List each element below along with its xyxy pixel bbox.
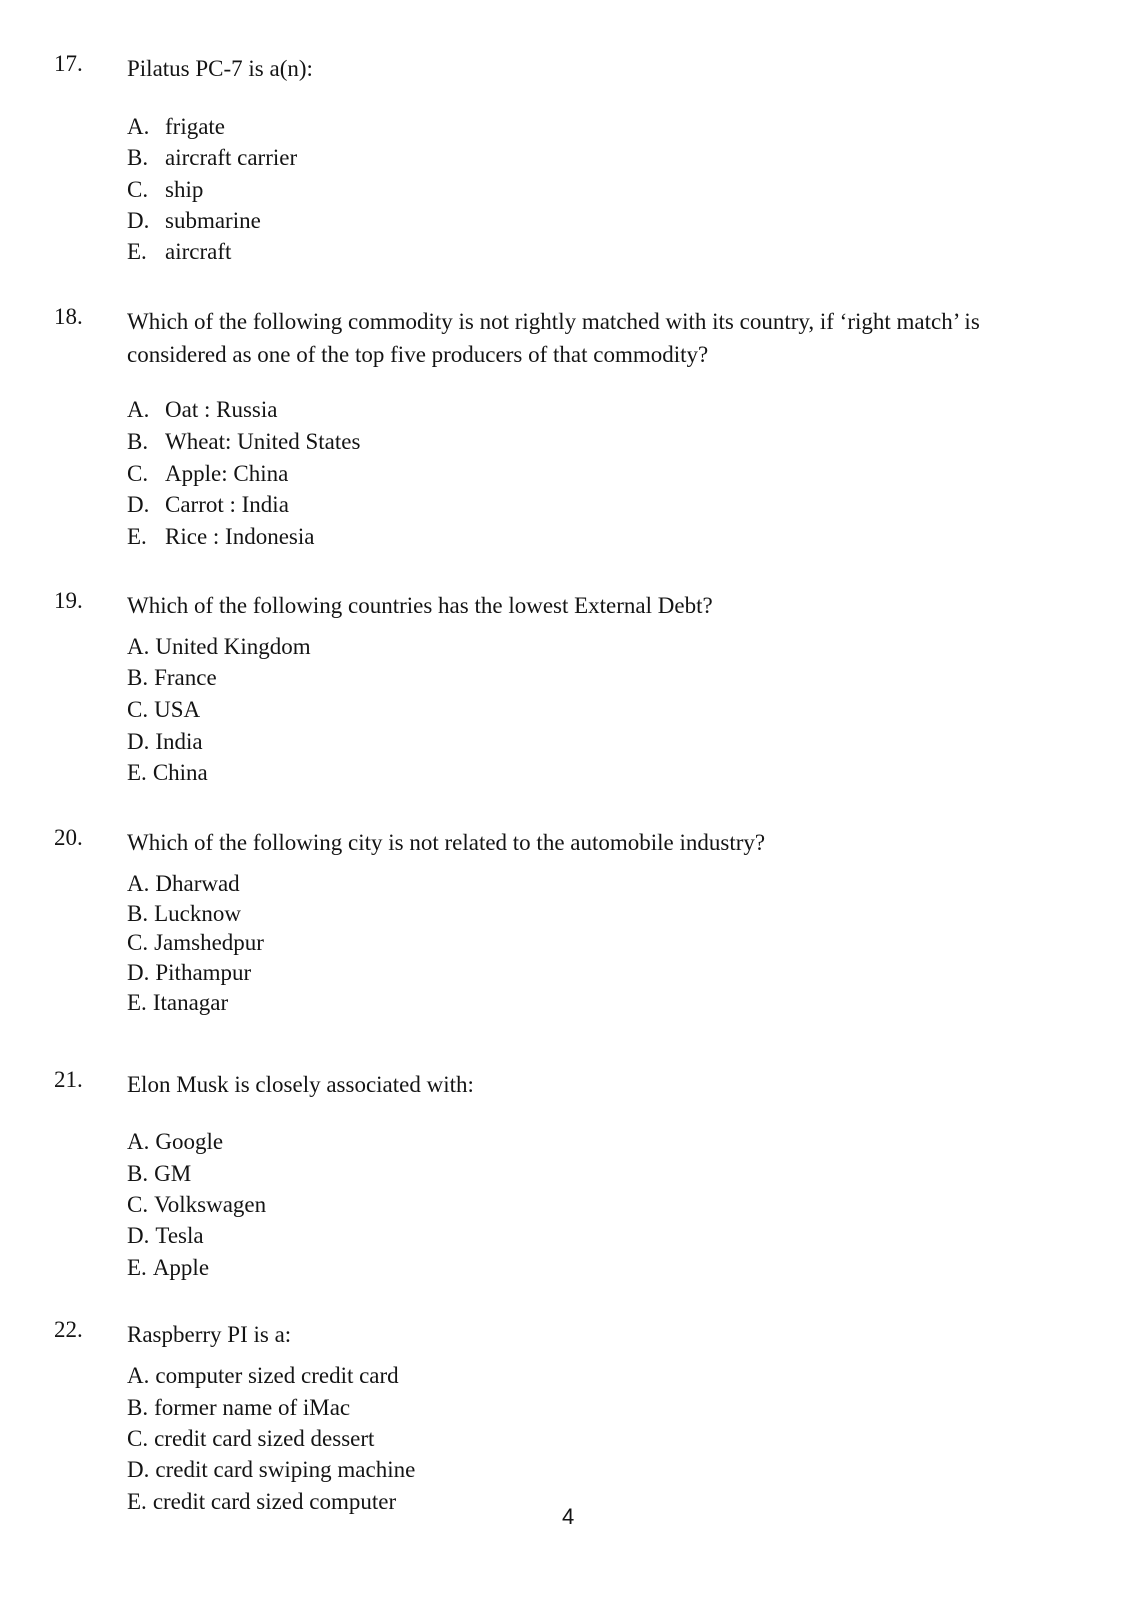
option-letter: D. bbox=[127, 1457, 150, 1482]
option-text: computer sized credit card bbox=[155, 1363, 399, 1388]
option-18-e bbox=[127, 525, 314, 548]
option-letter: E. bbox=[127, 524, 147, 549]
option-17-e bbox=[127, 240, 231, 263]
option-22-b bbox=[127, 1396, 350, 1419]
option-20-c bbox=[127, 931, 264, 954]
option-text: Itanagar bbox=[152, 990, 229, 1015]
option-17-c bbox=[127, 178, 203, 201]
option-text: France bbox=[154, 665, 217, 690]
option-19-c bbox=[127, 698, 200, 721]
option-19-e bbox=[127, 761, 208, 784]
option-text: USA bbox=[154, 697, 201, 722]
option-text: ship bbox=[165, 177, 204, 202]
option-text: Rice : Indonesia bbox=[165, 524, 315, 549]
question-number: 19. bbox=[54, 588, 83, 613]
question-number: 17. bbox=[54, 51, 83, 76]
option-21-b bbox=[127, 1162, 191, 1185]
question-text: Raspberry PI is a: bbox=[127, 1322, 292, 1347]
option-text: aircraft bbox=[165, 239, 232, 264]
option-letter: C. bbox=[127, 930, 149, 955]
question-number: 18. bbox=[54, 304, 83, 329]
option-letter: A. bbox=[127, 634, 150, 659]
option-letter: E. bbox=[127, 760, 147, 785]
option-letter: B. bbox=[127, 665, 149, 690]
option-text: submarine bbox=[165, 208, 261, 233]
option-20-e bbox=[127, 991, 228, 1014]
option-text: Lucknow bbox=[154, 901, 241, 926]
question-text: Pilatus PC-7 is a(n): bbox=[127, 56, 313, 81]
option-text: Carrot : India bbox=[165, 492, 289, 517]
option-letter: B. bbox=[127, 1395, 149, 1420]
option-text: frigate bbox=[165, 114, 226, 139]
option-20-a bbox=[127, 872, 240, 895]
option-text: Dharwad bbox=[155, 871, 240, 896]
option-letter: A. bbox=[127, 114, 150, 139]
option-text: Wheat: United States bbox=[165, 429, 361, 454]
question-text: Which of the following commodity is not rightly matched with its country, if ‘right match’ is considered as one of the top five producers of that commodity? bbox=[127, 309, 980, 367]
option-text: China bbox=[152, 760, 208, 785]
option-letter: B. bbox=[127, 145, 149, 170]
option-20-d bbox=[127, 961, 251, 984]
option-text: Volkswagen bbox=[154, 1192, 267, 1217]
option-17-a bbox=[127, 115, 225, 138]
option-letter: B. bbox=[127, 901, 149, 926]
question-number: 22. bbox=[54, 1317, 83, 1342]
option-text: credit card sized dessert bbox=[154, 1426, 375, 1451]
option-19-b bbox=[127, 666, 217, 689]
question-text: Elon Musk is closely associated with: bbox=[127, 1072, 474, 1097]
option-21-a bbox=[127, 1130, 223, 1153]
option-text: aircraft carrier bbox=[165, 145, 298, 170]
option-letter: C. bbox=[127, 177, 149, 202]
option-18-a bbox=[127, 398, 277, 421]
option-letter: B. bbox=[127, 429, 149, 454]
option-letter: A. bbox=[127, 871, 150, 896]
page-number: 4 bbox=[562, 1504, 575, 1529]
option-21-e bbox=[127, 1256, 209, 1279]
option-letter: A. bbox=[127, 397, 150, 422]
option-19-d bbox=[127, 730, 203, 753]
option-22-c bbox=[127, 1427, 374, 1450]
question-text: Which of the following countries has the lowest External Debt? bbox=[127, 593, 713, 618]
option-20-b bbox=[127, 902, 241, 925]
option-21-d bbox=[127, 1224, 204, 1247]
option-text: former name of iMac bbox=[154, 1395, 351, 1420]
option-letter: E. bbox=[127, 990, 147, 1015]
option-letter: D. bbox=[127, 729, 150, 754]
option-text: credit card swiping machine bbox=[155, 1457, 416, 1482]
option-17-d bbox=[127, 209, 261, 232]
option-letter: A. bbox=[127, 1363, 150, 1388]
option-letter: D. bbox=[127, 492, 150, 517]
option-letter: C. bbox=[127, 1192, 149, 1217]
option-text: Jamshedpur bbox=[154, 930, 264, 955]
option-text: Apple bbox=[152, 1255, 210, 1280]
option-text: Pithampur bbox=[155, 960, 252, 985]
option-17-b bbox=[127, 146, 297, 169]
option-text: Apple: China bbox=[165, 461, 289, 486]
option-text: Oat : Russia bbox=[165, 397, 278, 422]
question-text: Which of the following city is not related to the automobile industry? bbox=[127, 830, 766, 855]
option-18-b bbox=[127, 430, 360, 453]
option-18-d bbox=[127, 493, 289, 516]
option-letter: E. bbox=[127, 239, 147, 264]
option-text: United Kingdom bbox=[155, 634, 311, 659]
option-text: GM bbox=[154, 1161, 192, 1186]
option-letter: C. bbox=[127, 461, 149, 486]
question-number: 21. bbox=[54, 1067, 83, 1092]
option-letter: A. bbox=[127, 1129, 150, 1154]
option-letter: C. bbox=[127, 697, 149, 722]
option-text: Tesla bbox=[155, 1223, 204, 1248]
option-letter: D. bbox=[127, 1223, 150, 1248]
option-letter: E. bbox=[127, 1255, 147, 1280]
option-text: India bbox=[155, 729, 203, 754]
option-letter: D. bbox=[127, 960, 150, 985]
option-text: credit card sized computer bbox=[152, 1489, 397, 1514]
option-letter: E. bbox=[127, 1489, 147, 1514]
option-letter: C. bbox=[127, 1426, 149, 1451]
option-22-d bbox=[127, 1458, 415, 1481]
option-22-a bbox=[127, 1364, 399, 1387]
option-18-c bbox=[127, 462, 288, 485]
option-19-a bbox=[127, 635, 311, 658]
option-letter: B. bbox=[127, 1161, 149, 1186]
option-22-e bbox=[127, 1490, 396, 1513]
option-text: Google bbox=[155, 1129, 224, 1154]
option-letter: D. bbox=[127, 208, 150, 233]
option-21-c bbox=[127, 1193, 266, 1216]
question-number: 20. bbox=[54, 825, 83, 850]
